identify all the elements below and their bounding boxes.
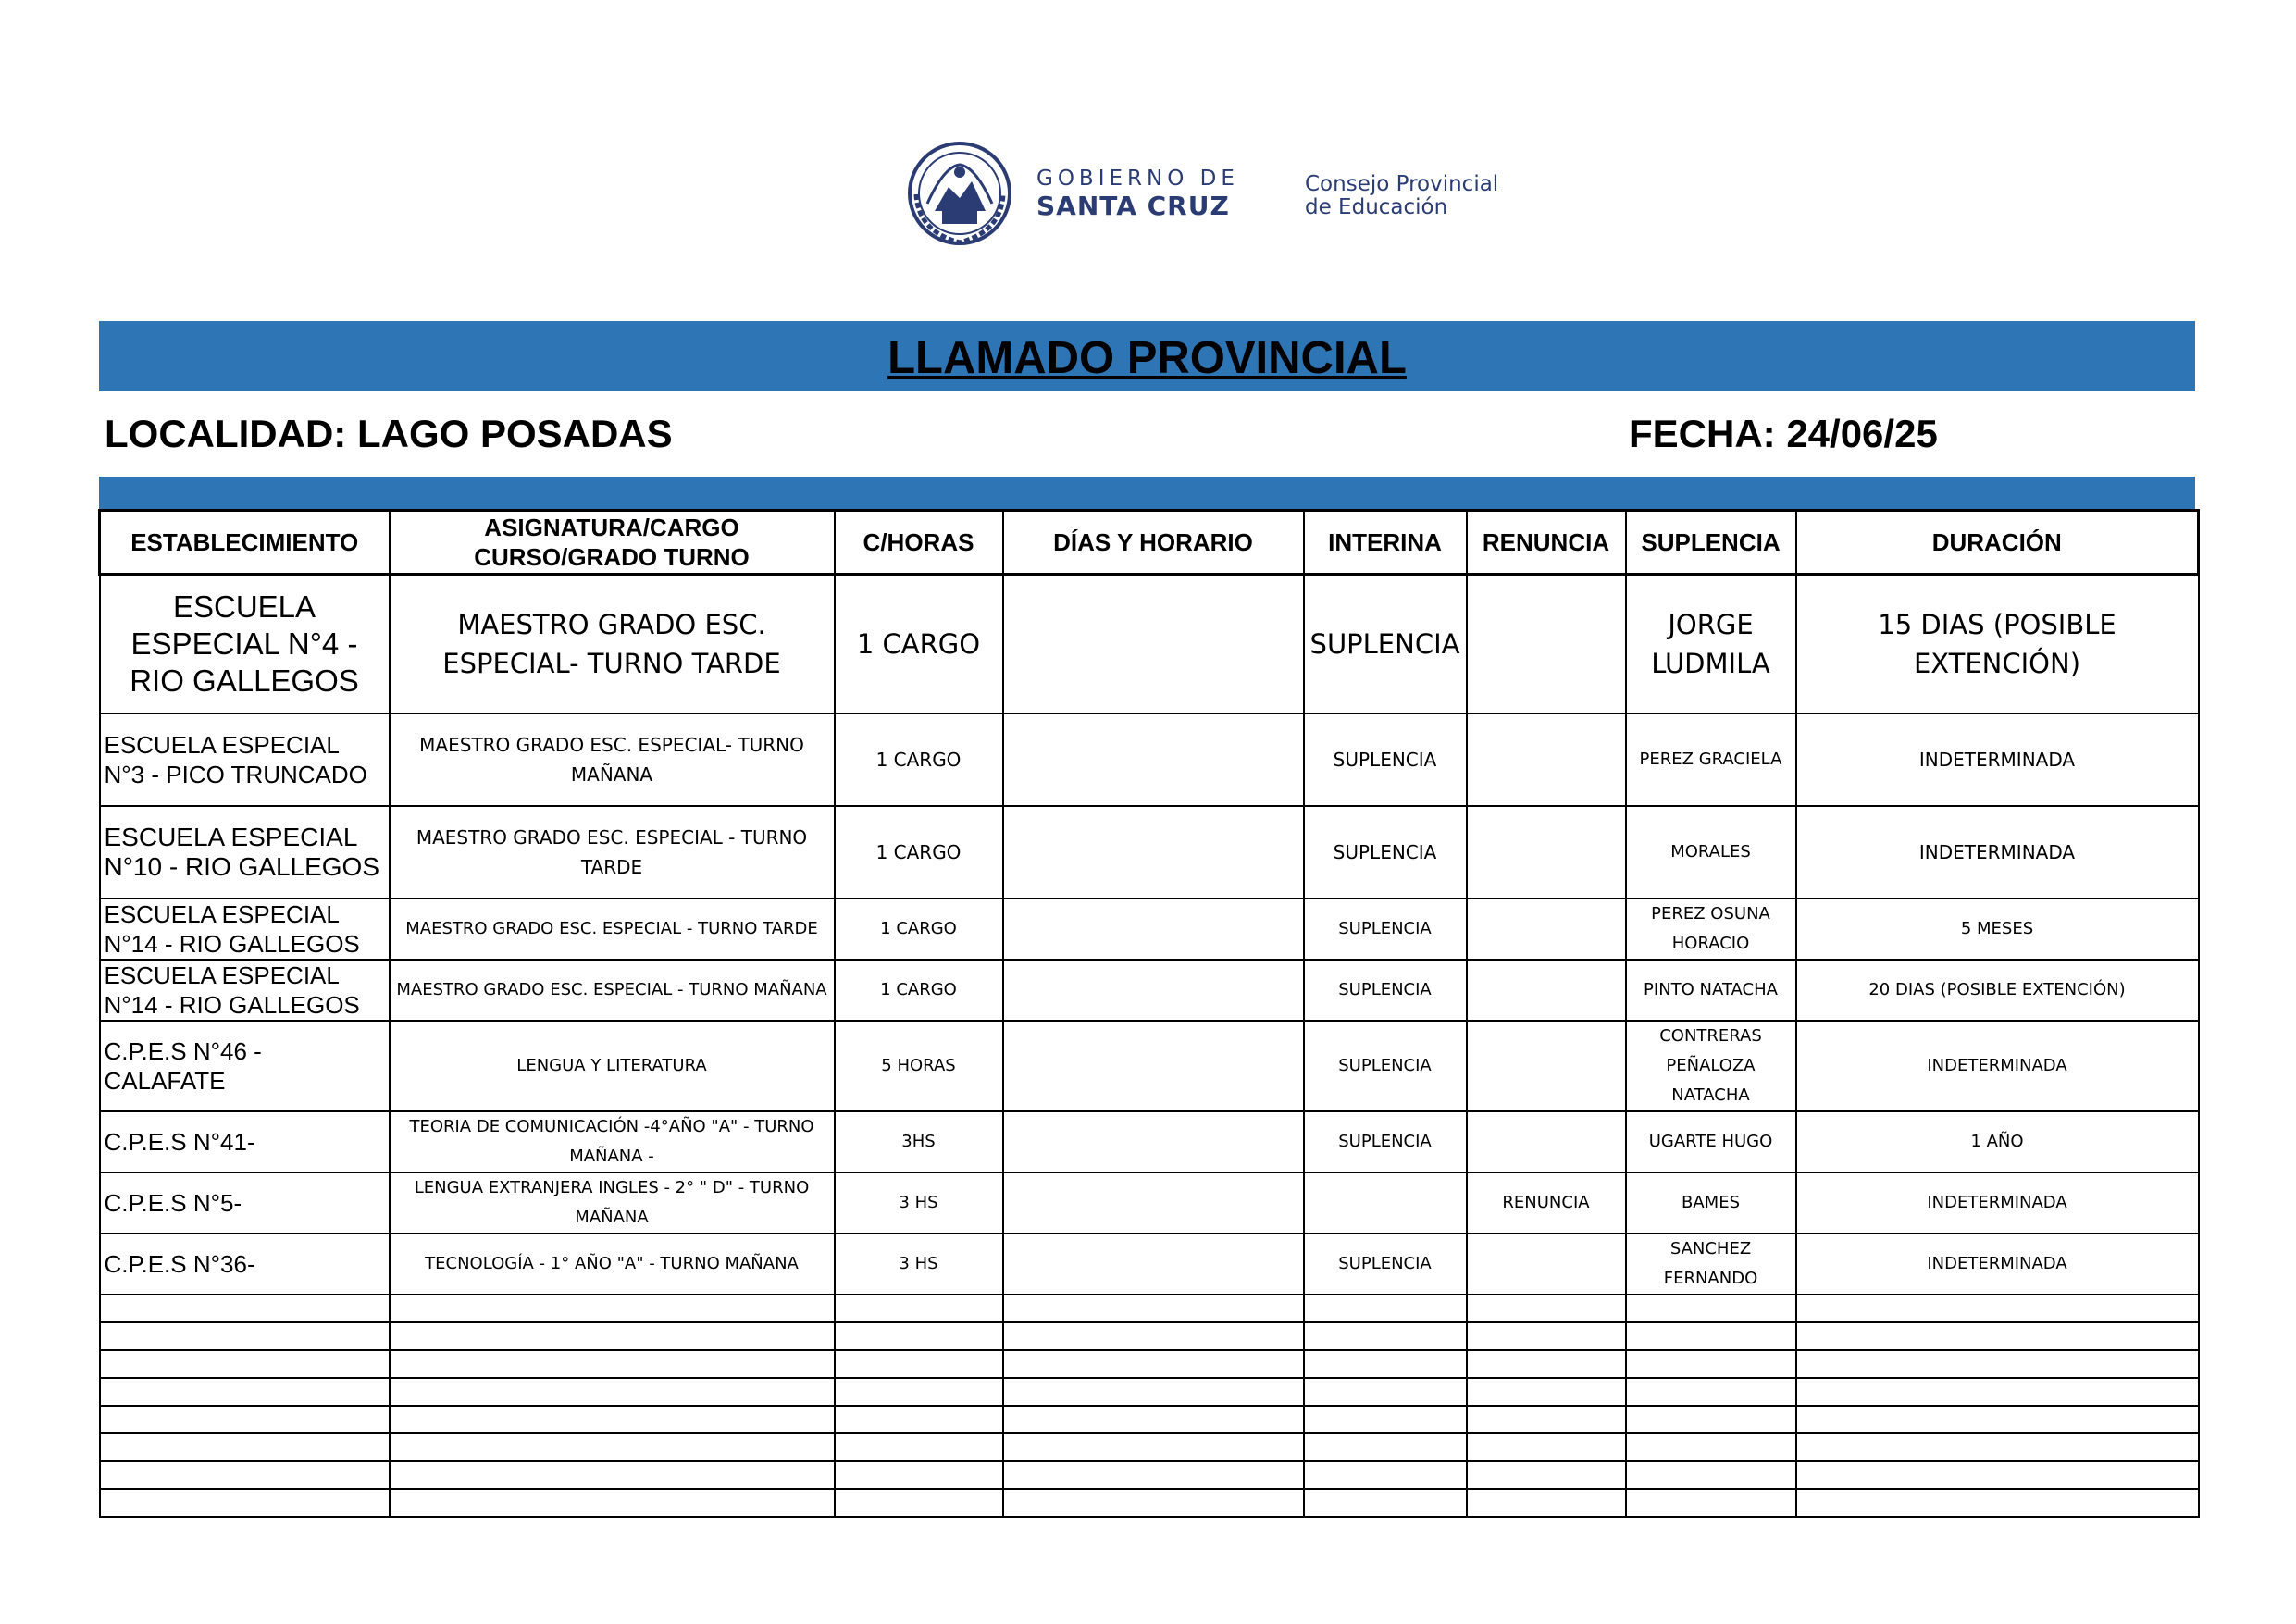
cell-establecimiento: C.P.E.S N°36-	[100, 1233, 390, 1295]
cell-renuncia	[1467, 575, 1626, 713]
cell-renuncia	[1467, 899, 1626, 960]
cell-suplencia: JORGE LUDMILA	[1626, 575, 1796, 713]
cell-horas: 3HS	[835, 1111, 1003, 1172]
cell-renuncia: RENUNCIA	[1467, 1172, 1626, 1233]
cell-horas: 3 HS	[835, 1233, 1003, 1295]
cell-duracion: 1 AÑO	[1796, 1111, 2199, 1172]
cell-dias	[1003, 960, 1304, 1021]
empty-table-row	[100, 1433, 2199, 1461]
empty-table-row	[100, 1461, 2199, 1489]
table-row	[100, 713, 2199, 806]
cell-renuncia	[1467, 1233, 1626, 1295]
calls-table	[98, 509, 2200, 1518]
cell-duracion: INDETERMINADA	[1796, 1172, 2199, 1233]
cell-establecimiento: ESCUELA ESPECIAL N°4 - RIO GALLEGOS	[100, 575, 390, 713]
table-row	[100, 960, 2199, 1021]
title-bar	[99, 321, 2195, 391]
locality-label: LOCALIDAD: LAGO POSADAS	[105, 412, 673, 455]
cell-establecimiento: C.P.E.S N°41-	[100, 1111, 390, 1172]
council-name-line2: de Educación	[1305, 195, 1448, 219]
cell-asignatura: MAESTRO GRADO ESC. ESPECIAL - TURNO TARDE	[390, 899, 835, 960]
cell-asignatura: LENGUA EXTRANJERA INGLES - 2° " D" - TURNO MAÑANA	[390, 1172, 835, 1233]
column-header-asignatura-line1: ASIGNATURA/CARGO	[484, 514, 739, 541]
council-name-line1: Consejo Provincial	[1305, 172, 1499, 196]
cell-interina	[1304, 1172, 1467, 1233]
column-header-suplencia: SUPLENCIA	[1626, 511, 1796, 575]
column-header-establecimiento: ESTABLECIMIENTO	[100, 511, 390, 575]
table-row	[100, 1111, 2199, 1172]
cell-establecimiento: ESCUELA ESPECIAL N°14 - RIO GALLEGOS	[100, 960, 390, 1021]
cell-asignatura: TEORIA DE COMUNICACIÓN -4°AÑO "A" - TURNO MAÑANA -	[390, 1111, 835, 1172]
cell-renuncia	[1467, 1111, 1626, 1172]
council-name	[1305, 173, 1498, 219]
cell-interina: SUPLENCIA	[1304, 1233, 1467, 1295]
column-header-interina: INTERINA	[1304, 511, 1467, 575]
cell-establecimiento: C.P.E.S N°5-	[100, 1172, 390, 1233]
cell-interina: SUPLENCIA	[1304, 1111, 1467, 1172]
separator-bar	[99, 477, 2195, 509]
cell-dias	[1003, 575, 1304, 713]
cell-suplencia: MORALES	[1626, 806, 1796, 899]
cell-horas: 1 CARGO	[835, 960, 1003, 1021]
cell-duracion: INDETERMINADA	[1796, 1233, 2199, 1295]
cell-suplencia: CONTRERAS PEÑALOZA NATACHA	[1626, 1021, 1796, 1111]
cell-duracion: 5 MESES	[1796, 899, 2199, 960]
cell-establecimiento: C.P.E.S N°46 - CALAFATE	[100, 1021, 390, 1111]
table-row	[100, 1021, 2199, 1111]
government-name-line1: GOBIERNO DE	[1036, 167, 1239, 191]
cell-asignatura: MAESTRO GRADO ESC. ESPECIAL- TURNO MAÑANA	[390, 713, 835, 806]
cell-horas: 1 CARGO	[835, 713, 1003, 806]
cell-duracion: 20 DIAS (POSIBLE EXTENCIÓN)	[1796, 960, 2199, 1021]
column-header-horas: C/HORAS	[835, 511, 1003, 575]
cell-asignatura: MAESTRO GRADO ESC. ESPECIAL- TURNO TARDE	[390, 575, 835, 713]
cell-duracion: INDETERMINADA	[1796, 806, 2199, 899]
cell-dias	[1003, 1111, 1304, 1172]
cell-suplencia: SANCHEZ FERNANDO	[1626, 1233, 1796, 1295]
cell-interina: SUPLENCIA	[1304, 1021, 1467, 1111]
cell-suplencia: BAMES	[1626, 1172, 1796, 1233]
cell-interina: SUPLENCIA	[1304, 806, 1467, 899]
header-logo	[907, 139, 1573, 259]
cell-asignatura: TECNOLOGÍA - 1° AÑO "A" - TURNO MAÑANA	[390, 1233, 835, 1295]
cell-renuncia	[1467, 1021, 1626, 1111]
cell-dias	[1003, 713, 1304, 806]
cell-dias	[1003, 899, 1304, 960]
government-name-line2: SANTA CRUZ	[1036, 191, 1230, 221]
cell-renuncia	[1467, 713, 1626, 806]
empty-table-row	[100, 1489, 2199, 1517]
cell-horas: 1 CARGO	[835, 899, 1003, 960]
cell-dias	[1003, 806, 1304, 899]
empty-table-row	[100, 1350, 2199, 1378]
empty-table-row	[100, 1378, 2199, 1406]
cell-establecimiento: ESCUELA ESPECIAL N°10 - RIO GALLEGOS	[100, 806, 390, 899]
cell-horas: 5 HORAS	[835, 1021, 1003, 1111]
column-header-duracion: DURACIÓN	[1796, 511, 2199, 575]
government-seal-icon	[907, 139, 1012, 248]
cell-interina: SUPLENCIA	[1304, 575, 1467, 713]
cell-horas: 1 CARGO	[835, 575, 1003, 713]
cell-dias	[1003, 1021, 1304, 1111]
table-row	[100, 1233, 2199, 1295]
cell-duracion: INDETERMINADA	[1796, 1021, 2199, 1111]
cell-horas: 1 CARGO	[835, 806, 1003, 899]
column-header-asignatura	[390, 511, 835, 575]
column-header-asignatura-line2: CURSO/GRADO TURNO	[474, 543, 750, 571]
cell-suplencia: PINTO NATACHA	[1626, 960, 1796, 1021]
cell-interina: SUPLENCIA	[1304, 899, 1467, 960]
table-row	[100, 806, 2199, 899]
cell-dias	[1003, 1233, 1304, 1295]
cell-asignatura: MAESTRO GRADO ESC. ESPECIAL - TURNO MAÑANA	[390, 960, 835, 1021]
column-header-dias: DÍAS Y HORARIO	[1003, 511, 1304, 575]
table-row	[100, 899, 2199, 960]
cell-interina: SUPLENCIA	[1304, 960, 1467, 1021]
cell-asignatura: MAESTRO GRADO ESC. ESPECIAL - TURNO TARDE	[390, 806, 835, 899]
cell-renuncia	[1467, 960, 1626, 1021]
cell-suplencia: PEREZ OSUNA HORACIO	[1626, 899, 1796, 960]
cell-suplencia: PEREZ GRACIELA	[1626, 713, 1796, 806]
cell-duracion: 15 DIAS (POSIBLE EXTENCIÓN)	[1796, 575, 2199, 713]
table-row	[100, 1172, 2199, 1233]
cell-interina: SUPLENCIA	[1304, 713, 1467, 806]
empty-table-row	[100, 1322, 2199, 1350]
cell-asignatura: LENGUA Y LITERATURA	[390, 1021, 835, 1111]
cell-duracion: INDETERMINADA	[1796, 713, 2199, 806]
cell-dias	[1003, 1172, 1304, 1233]
cell-renuncia	[1467, 806, 1626, 899]
cell-horas: 3 HS	[835, 1172, 1003, 1233]
table-header-row	[100, 511, 2199, 575]
table-row	[100, 575, 2199, 713]
page-title: LLAMADO PROVINCIAL	[887, 333, 1407, 383]
cell-suplencia: UGARTE HUGO	[1626, 1111, 1796, 1172]
empty-table-row	[100, 1406, 2199, 1433]
empty-table-row	[100, 1295, 2199, 1322]
cell-establecimiento: ESCUELA ESPECIAL N°14 - RIO GALLEGOS	[100, 899, 390, 960]
date-label: FECHA: 24/06/25	[1629, 412, 1938, 455]
column-header-renuncia: RENUNCIA	[1467, 511, 1626, 575]
cell-establecimiento: ESCUELA ESPECIAL N°3 - PICO TRUNCADO	[100, 713, 390, 806]
